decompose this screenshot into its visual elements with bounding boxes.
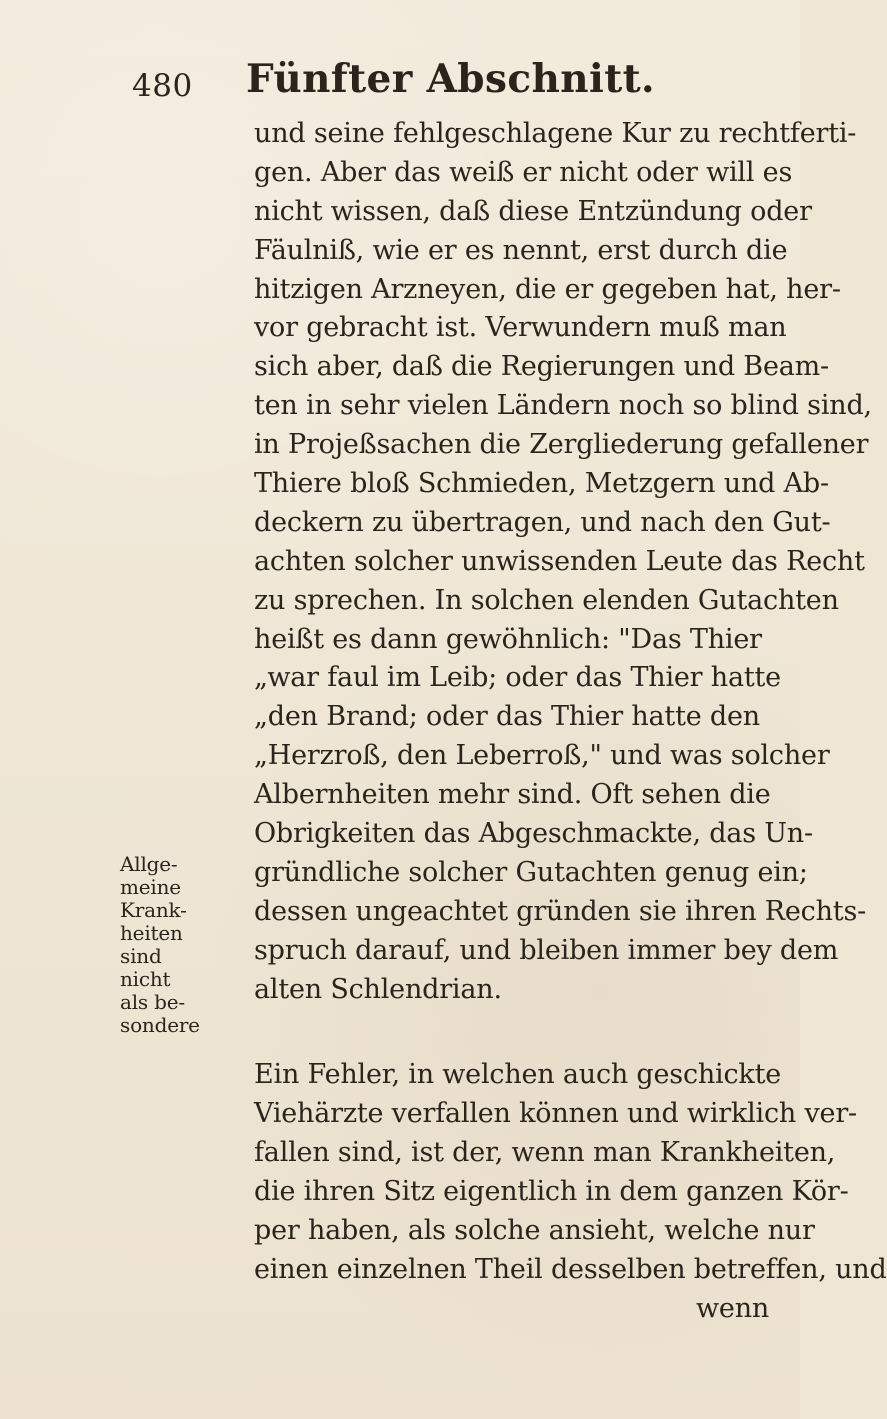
text-line: die ihren Sitz eigentlich in dem ganzen Kör- xyxy=(254,1176,849,1208)
text-line: fallen sind, ist der, wenn man Krankheiten, xyxy=(254,1137,836,1169)
text-line: hitzigen Arzneyen, die er gegeben hat, her- xyxy=(254,273,841,305)
text-line: „war faul im Leib; oder das Thier hatte xyxy=(254,662,781,694)
text-line: heißt es dann gewöhnlich: "Das Thier xyxy=(254,623,762,655)
text-line: Fäulniß, wie er es nennt, erst durch die xyxy=(254,234,788,266)
text-line: „Herzroß, den Leberroß," und was solcher xyxy=(254,740,830,772)
paragraph-gap xyxy=(254,1009,784,1056)
text-line: alten Schlendrian. xyxy=(254,973,502,1005)
text-line: in Projeßsachen die Zergliederung gefallener xyxy=(254,429,869,461)
text-line: spruch darauf, und bleiben immer bey dem xyxy=(254,934,839,966)
text-line: gen. Aber das weiß er nicht oder will es xyxy=(254,156,793,188)
text-line: dessen ungeachtet gründen sie ihren Rechts- xyxy=(254,895,867,927)
margin-note-line: nicht xyxy=(120,967,171,991)
margin-note-line: Allge- xyxy=(120,852,178,876)
text-line: gründliche solcher Gutachten genug ein; xyxy=(254,856,808,888)
text-line: Ein Fehler, in welchen auch geschickte xyxy=(254,1059,782,1091)
text-line: vor gebracht ist. Verwundern muß man xyxy=(254,312,787,344)
text-line: Thiere bloß Schmieden, Metzgern und Ab- xyxy=(254,468,829,500)
margin-note-line: heiten xyxy=(120,921,183,945)
text-line: deckern zu übertragen, und nach den Gut- xyxy=(254,506,831,538)
section-title: Fünfter Abschnitt. xyxy=(246,56,656,102)
text-line: ten in sehr vielen Ländern noch so blind sind, xyxy=(254,390,872,422)
page-header xyxy=(132,56,732,114)
margin-note xyxy=(120,852,200,1037)
text-line: Viehärzte verfallen können und wirklich ver- xyxy=(254,1098,857,1130)
margin-note-line: als be- xyxy=(120,990,185,1014)
text-line: per haben, als solche ansieht, welche nur xyxy=(254,1215,815,1247)
text-line: nicht wissen, daß diese Entzündung oder xyxy=(254,195,812,227)
text-line: und seine fehlgeschlagene Kur zu rechtferti- xyxy=(254,118,857,149)
text-line: Obrigkeiten das Abgeschmackte, das Un- xyxy=(254,818,813,850)
text-line: wenn xyxy=(696,1292,770,1324)
text-line: Albernheiten mehr sind. Oft sehen die xyxy=(254,779,771,811)
margin-note-line: sind xyxy=(120,944,162,968)
text-line: einen einzelnen Theil desselben betreffen, und xyxy=(254,1253,887,1285)
page-number: 480 xyxy=(132,68,193,104)
main-text xyxy=(254,115,887,1329)
margin-note-line: sondere xyxy=(120,1013,200,1037)
margin-note-line: meine xyxy=(120,875,181,899)
text-line: sich aber, daß die Regierungen und Beam- xyxy=(254,351,829,383)
text-line: zu sprechen. In solchen elenden Gutachten xyxy=(254,584,839,616)
text-line: „den Brand; oder das Thier hatte den xyxy=(254,701,760,733)
text-line: achten solcher unwissenden Leute das Recht xyxy=(254,545,865,577)
margin-note-line: Krank- xyxy=(120,898,187,922)
